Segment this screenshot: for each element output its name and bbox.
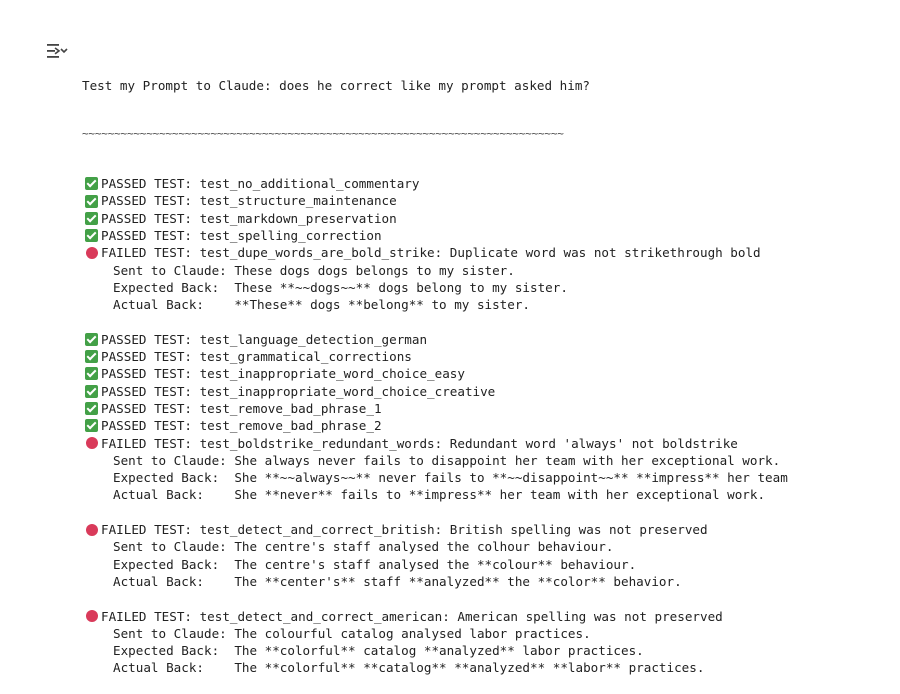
- line-text: Expected Back: She **~~always~~** never fails to **~~disappoint~~** **impress** her team: [113, 470, 788, 486]
- failed-test-line: [82, 435, 882, 452]
- line-text: FAILED TEST: test_dupe_words_are_bold_strike: Duplicate word was not strikethrough bold: [101, 245, 761, 261]
- line-text: PASSED TEST: test_inappropriate_word_choice_easy: [101, 366, 465, 382]
- line-text: Sent to Claude: The centre's staff analysed the colhour behaviour.: [113, 539, 614, 555]
- line-text: PASSED TEST: test_inappropriate_word_choice_creative: [101, 383, 496, 399]
- check-icon: [85, 212, 98, 225]
- line-text: Sent to Claude: She always never fails to disappoint her team with her exceptional work.: [113, 452, 781, 468]
- line-text: FAILED TEST: test_boldstrike_redundant_words: Redundant word 'always' not boldstrike: [101, 435, 738, 451]
- line-text: Expected Back: The **colorful** catalog **analyzed** labor practices.: [113, 643, 644, 659]
- line-text: PASSED TEST: test_structure_maintenance: [101, 193, 397, 209]
- red-dot-icon: [86, 437, 98, 449]
- red-dot-icon: [86, 524, 98, 536]
- line-text: Actual Back: The **center's** staff **analyzed** the **color** behavior.: [113, 573, 682, 589]
- check-icon: [85, 177, 98, 190]
- failed-test-line: [82, 244, 882, 261]
- check-icon: [85, 367, 98, 380]
- check-icon: [85, 385, 98, 398]
- red-dot-icon: [86, 610, 98, 622]
- test-detail-line: [82, 469, 882, 486]
- failed-test-line: [82, 608, 882, 625]
- test-detail-line: [82, 659, 882, 676]
- line-text: Sent to Claude: The colourful catalog analysed labor practices.: [113, 625, 591, 641]
- line-text: FAILED TEST: test_detect_and_correct_american: American spelling was not preserved: [101, 608, 723, 624]
- line-text: Expected Back: The centre's staff analysed the **colour** behaviour.: [113, 556, 637, 572]
- test-detail-line: [82, 573, 882, 590]
- check-icon: [85, 333, 98, 346]
- passed-test-line: [82, 348, 882, 365]
- cell-output: [82, 42, 882, 694]
- line-text: Actual Back: The **colorful** **catalog** **analyzed** **labor** practices.: [113, 660, 705, 676]
- line-text: PASSED TEST: test_grammatical_corrections: [101, 349, 412, 365]
- line-text: Actual Back: **These** dogs **belong** to my sister.: [113, 297, 531, 313]
- blank-line: [82, 590, 882, 607]
- test-results: [82, 175, 882, 677]
- check-icon: [85, 402, 98, 415]
- passed-test-line: [82, 383, 882, 400]
- check-icon: [85, 419, 98, 432]
- passed-test-line: [82, 175, 882, 192]
- test-detail-line: [82, 625, 882, 642]
- passed-test-line: [82, 192, 882, 209]
- line-text: FAILED TEST: test_detect_and_correct_british: British spelling was not preserved: [101, 522, 708, 538]
- output-title: Test my Prompt to Claude: does he correct like my prompt asked him?: [82, 77, 590, 93]
- line-text: PASSED TEST: test_language_detection_german: [101, 331, 428, 347]
- output-toggle-icon[interactable]: [46, 42, 68, 60]
- check-icon: [85, 229, 98, 242]
- line-text: Sent to Claude: These dogs dogs belongs to my sister.: [113, 262, 515, 278]
- passed-test-line: [82, 400, 882, 417]
- line-text: PASSED TEST: test_remove_bad_phrase_2: [101, 418, 382, 434]
- line-text: PASSED TEST: test_remove_bad_phrase_1: [101, 400, 382, 416]
- passed-test-line: [82, 227, 882, 244]
- test-detail-line: [82, 452, 882, 469]
- line-text: PASSED TEST: test_spelling_correction: [101, 227, 382, 243]
- line-text: PASSED TEST: test_markdown_preservation: [101, 210, 397, 226]
- passed-test-line: [82, 417, 882, 434]
- test-detail-line: [82, 642, 882, 659]
- test-detail-line: [82, 296, 882, 313]
- line-text: Actual Back: She **never** fails to **impress** her team with her exceptional work.: [113, 487, 766, 503]
- line-text: PASSED TEST: test_no_additional_commentary: [101, 176, 420, 192]
- passed-test-line: [82, 210, 882, 227]
- failed-test-line: [82, 521, 882, 538]
- blank-line: [82, 504, 882, 521]
- test-detail-line: [82, 279, 882, 296]
- title-underline: ~~~~~~~~~~~~~~~~~~~~~~~~~~~~~~~~~~~~~~~~~~~~~~~~~~~~~~~~~~~~~~~~~~~~~~~~~~~: [82, 128, 564, 141]
- check-icon: [85, 350, 98, 363]
- red-dot-icon: [86, 247, 98, 259]
- test-detail-line: [82, 486, 882, 503]
- passed-test-line: [82, 365, 882, 382]
- test-detail-line: [82, 262, 882, 279]
- test-detail-line: [82, 538, 882, 555]
- passed-test-line: [82, 331, 882, 348]
- blank-line: [82, 313, 882, 330]
- check-icon: [85, 195, 98, 208]
- line-text: Expected Back: These **~~dogs~~** dogs belong to my sister.: [113, 279, 568, 295]
- test-detail-line: [82, 556, 882, 573]
